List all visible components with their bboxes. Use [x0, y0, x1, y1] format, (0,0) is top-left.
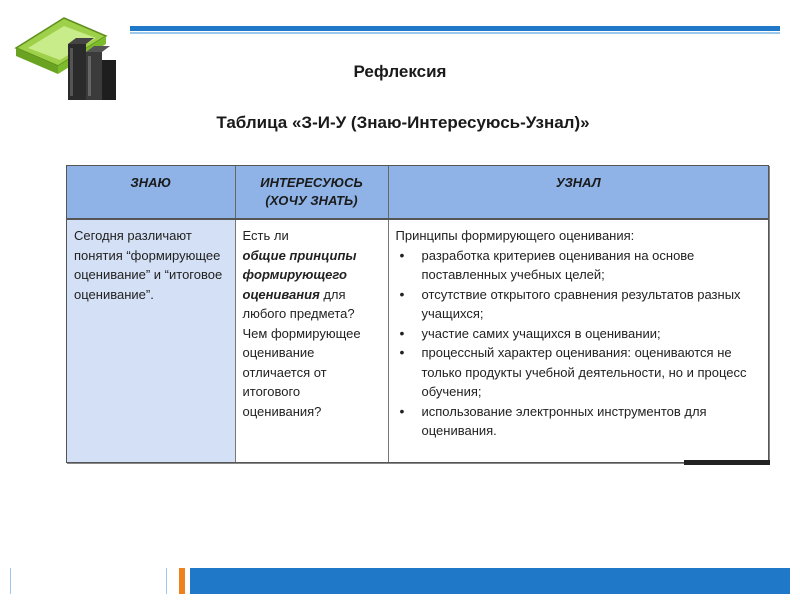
header-interest-line2: (ХОЧУ ЗНАТЬ): [265, 193, 358, 208]
list-item: • использование электронных инструментов для оценивания.: [396, 402, 762, 441]
principles-list: [396, 246, 762, 441]
bottom-accent-bar: [190, 568, 790, 594]
zhu-table: [66, 165, 769, 463]
cell-know: Сегодня различают понятия “формирующее оценивание” и “итоговое оценивание”.: [67, 219, 235, 462]
header-know: ЗНАЮ: [67, 166, 235, 219]
list-item: • участие самих учащихся в оценивании;: [396, 324, 762, 344]
interest-emphasis: общие принципы формирующего оценивания: [242, 247, 357, 302]
bottom-accent-orange: [179, 568, 185, 594]
learned-intro: Принципы формирующего оценивания:: [395, 228, 635, 243]
header-interest-line1: ИНТЕРЕСУЮСЬ: [260, 175, 363, 190]
cell-interest: [235, 219, 388, 462]
table-row: [67, 219, 768, 462]
list-item: • разработка критериев оценивания на основе поставленных учебных целей;: [396, 246, 762, 285]
cell-learned: [388, 219, 768, 462]
table-header-row: [67, 166, 768, 219]
top-accent-bar: [130, 26, 780, 31]
books-icon: [6, 8, 126, 108]
slide-title: Рефлексия: [353, 62, 447, 81]
bottom-divider: [166, 568, 167, 594]
list-item: • процессный характер оценивания: оцениваются не только продукты учебной деятельности, но и процесс обучения;: [396, 343, 762, 402]
top-accent-line: [130, 32, 780, 34]
interest-rest: для любого предмета? Чем формирующее оценивание отличается от итогового оценивания?: [242, 286, 361, 419]
header-learned: УЗНАЛ: [388, 166, 768, 219]
slide-subtitle: Таблица «З-И-У (Знаю-Интересуюсь-Узнал)»: [216, 113, 590, 132]
table-shadow-accent: [684, 460, 770, 465]
list-item: • отсутствие открытого сравнения результатов разных учащихся;: [396, 285, 762, 324]
header-interest: [235, 166, 388, 219]
bottom-divider: [10, 568, 11, 594]
interest-intro: Есть ли: [242, 228, 289, 243]
